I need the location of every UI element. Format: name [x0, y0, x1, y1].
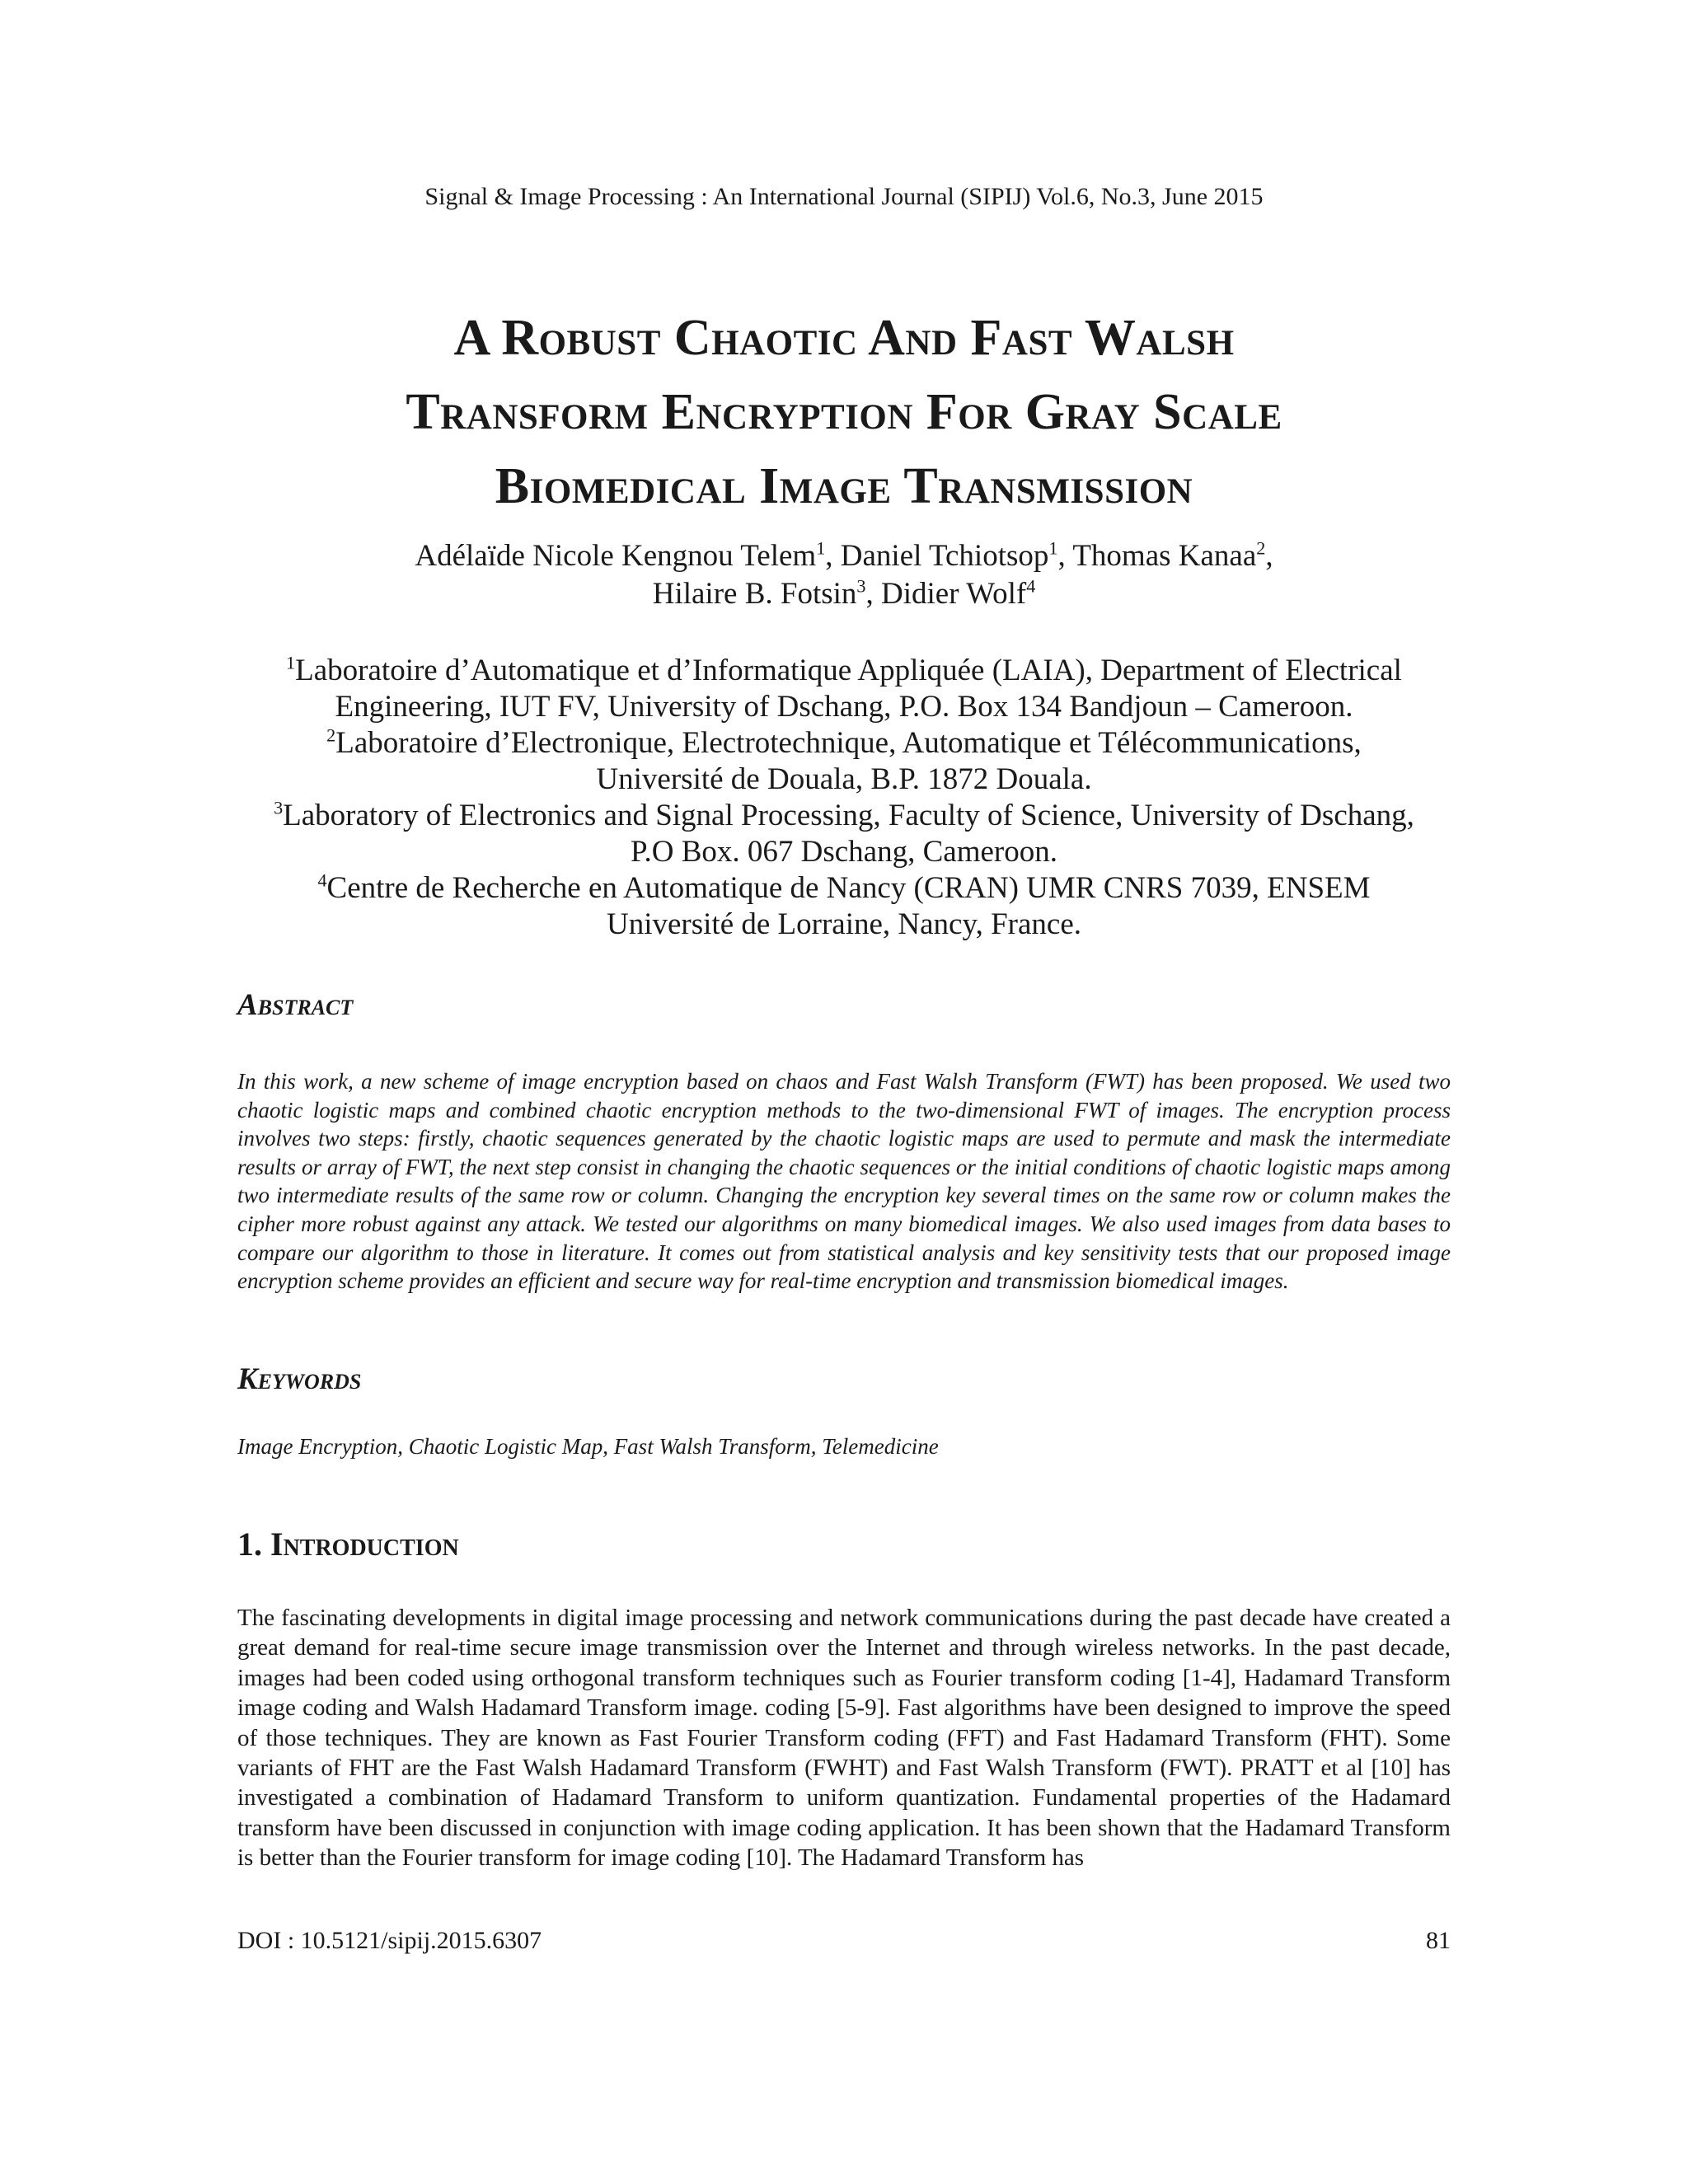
author-affiliation-marker: 3	[856, 575, 866, 597]
author-name: Didier Wolf	[881, 577, 1027, 611]
keywords-heading: Keywords	[237, 1362, 362, 1396]
introduction-heading: 1. Introduction	[237, 1526, 459, 1563]
affiliation-item	[198, 798, 1490, 834]
author-affiliation-marker: 1	[1048, 537, 1058, 559]
affiliation-line: Laboratoire d’Automatique et d’Informatique Appliquée (LAIA), Department of Electrical	[295, 654, 1402, 687]
title-line-3: Biomedical Image Transmission	[495, 458, 1193, 514]
running-header: Signal & Image Processing : An International Journal (SIPIJ) Vol.6, No.3, June 2015	[424, 183, 1264, 210]
affiliation-marker: 1	[286, 652, 296, 673]
author-affiliation-marker: 1	[816, 537, 826, 559]
affiliation-list	[198, 653, 1490, 943]
doi-footer: DOI : 10.5121/sipij.2015.6307	[237, 1927, 542, 1954]
affiliation-marker: 4	[317, 869, 327, 891]
title-line-2: Transform Encryption For Gray Scale	[406, 384, 1282, 440]
author-affiliation-marker: 2	[1256, 537, 1266, 559]
author-name: Daniel Tchiotsop	[840, 539, 1049, 573]
affiliation-item	[198, 653, 1490, 689]
author-affiliation-marker: 4	[1026, 575, 1036, 597]
abstract-text: In this work, a new scheme of image encryption based on chaos and Fast Walsh Transform (FWT) has been proposed. We used two chaotic logistic maps and combined chaotic encryption methods to the two-dimensional FWT of images. The encryption process involves two steps: firstly, chaotic sequences generated by the chaotic logistic maps are used to permute and mask the intermediate results or array of FWT, the next step consist in changing the chaotic sequences or the initial conditions of chaotic logistic maps among two intermediate results of the same row or column. Changing the encryption key several times on the same row or column makes the cipher more robust against any attack. We tested our algorithms on many biomedical images. We also used images from data bases to compare our algorithm to those in literature. It comes out from statistical analysis and key sensitivity tests that our proposed image encryption scheme provides an efficient and secure way for real-time encryption and transmission biomedical images.	[237, 1069, 1451, 1294]
affiliation-line: Laboratoire d’Electronique, Electrotechnique, Automatique et Télécommunications,	[335, 726, 1362, 760]
author-name: Hilaire B. Fotsin	[652, 577, 857, 611]
author-line-2: Hilaire B. Fotsin$^3$, Didier Wolf$^4$	[652, 575, 1036, 611]
affiliation-line: Centre de Recherche en Automatique de Nancy (CRAN) UMR CNRS 7039, ENSEM	[326, 871, 1371, 905]
paper-title	[206, 301, 1482, 523]
affiliation-line: Engineering, IUT FV, University of Dschang, P.O. Box 134 Bandjoun – Cameroon.	[335, 690, 1353, 724]
affiliation-line: Laboratory of Electronics and Signal Processing, Faculty of Science, University of Dschang,	[283, 799, 1414, 832]
abstract-heading: Abstract	[237, 988, 354, 1022]
affiliation-line: Université de Lorraine, Nancy, France.	[607, 907, 1081, 941]
title-line-1: A Robust Chaotic And Fast Walsh	[453, 310, 1235, 366]
affiliation-item	[198, 870, 1490, 907]
author-name: Thomas Kanaa	[1072, 539, 1257, 573]
author-list	[206, 537, 1482, 613]
page-number: 81	[1426, 1927, 1451, 1954]
keywords-text: Image Encryption, Chaotic Logistic Map, Fast Walsh Transform, Telemedicine	[237, 1434, 939, 1459]
affiliation-line: Université de Douala, B.P. 1872 Douala.	[596, 762, 1092, 796]
affiliation-line: P.O Box. 067 Dschang, Cameroon.	[631, 835, 1057, 869]
affiliation-marker: 3	[274, 797, 284, 818]
introduction-text: The fascinating developments in digital image processing and network communications during the past decade have created a great demand for real-time secure image transmission over the Internet and through wireless networks. In the past decade, images had been coded using orthogonal transform techniques such as Fourier transform coding [1-4], Hadamard Transform image coding and Walsh Hadamard Transform image. coding [5-9]. Fast algorithms have been designed to improve the speed of those techniques. They are known as Fast Fourier Transform coding (FFT) and Fast Hadamard Transform (FHT). Some variants of FHT are the Fast Walsh Hadamard Transform (FWHT) and Fast Walsh Transform (FWT). PRATT et al [10] has investigated a combination of Hadamard Transform to uniform quantization. Fundamental properties of the Hadamard transform have been discussed in conjunction with image coding application. It has been shown that the Hadamard Transform is better than the Fourier transform for image coding [10]. The Hadamard Transform has	[237, 1605, 1451, 1872]
affiliation-item	[198, 725, 1490, 762]
author-name: Adélaïde Nicole Kengnou Telem	[415, 539, 817, 573]
affiliation-marker: 2	[326, 724, 336, 746]
author-line-1: Adélaïde Nicole Kengnou Telem$^1$, Daniel Tchiotsop$^1$, Thomas Kanaa$^2$,	[415, 537, 1273, 573]
